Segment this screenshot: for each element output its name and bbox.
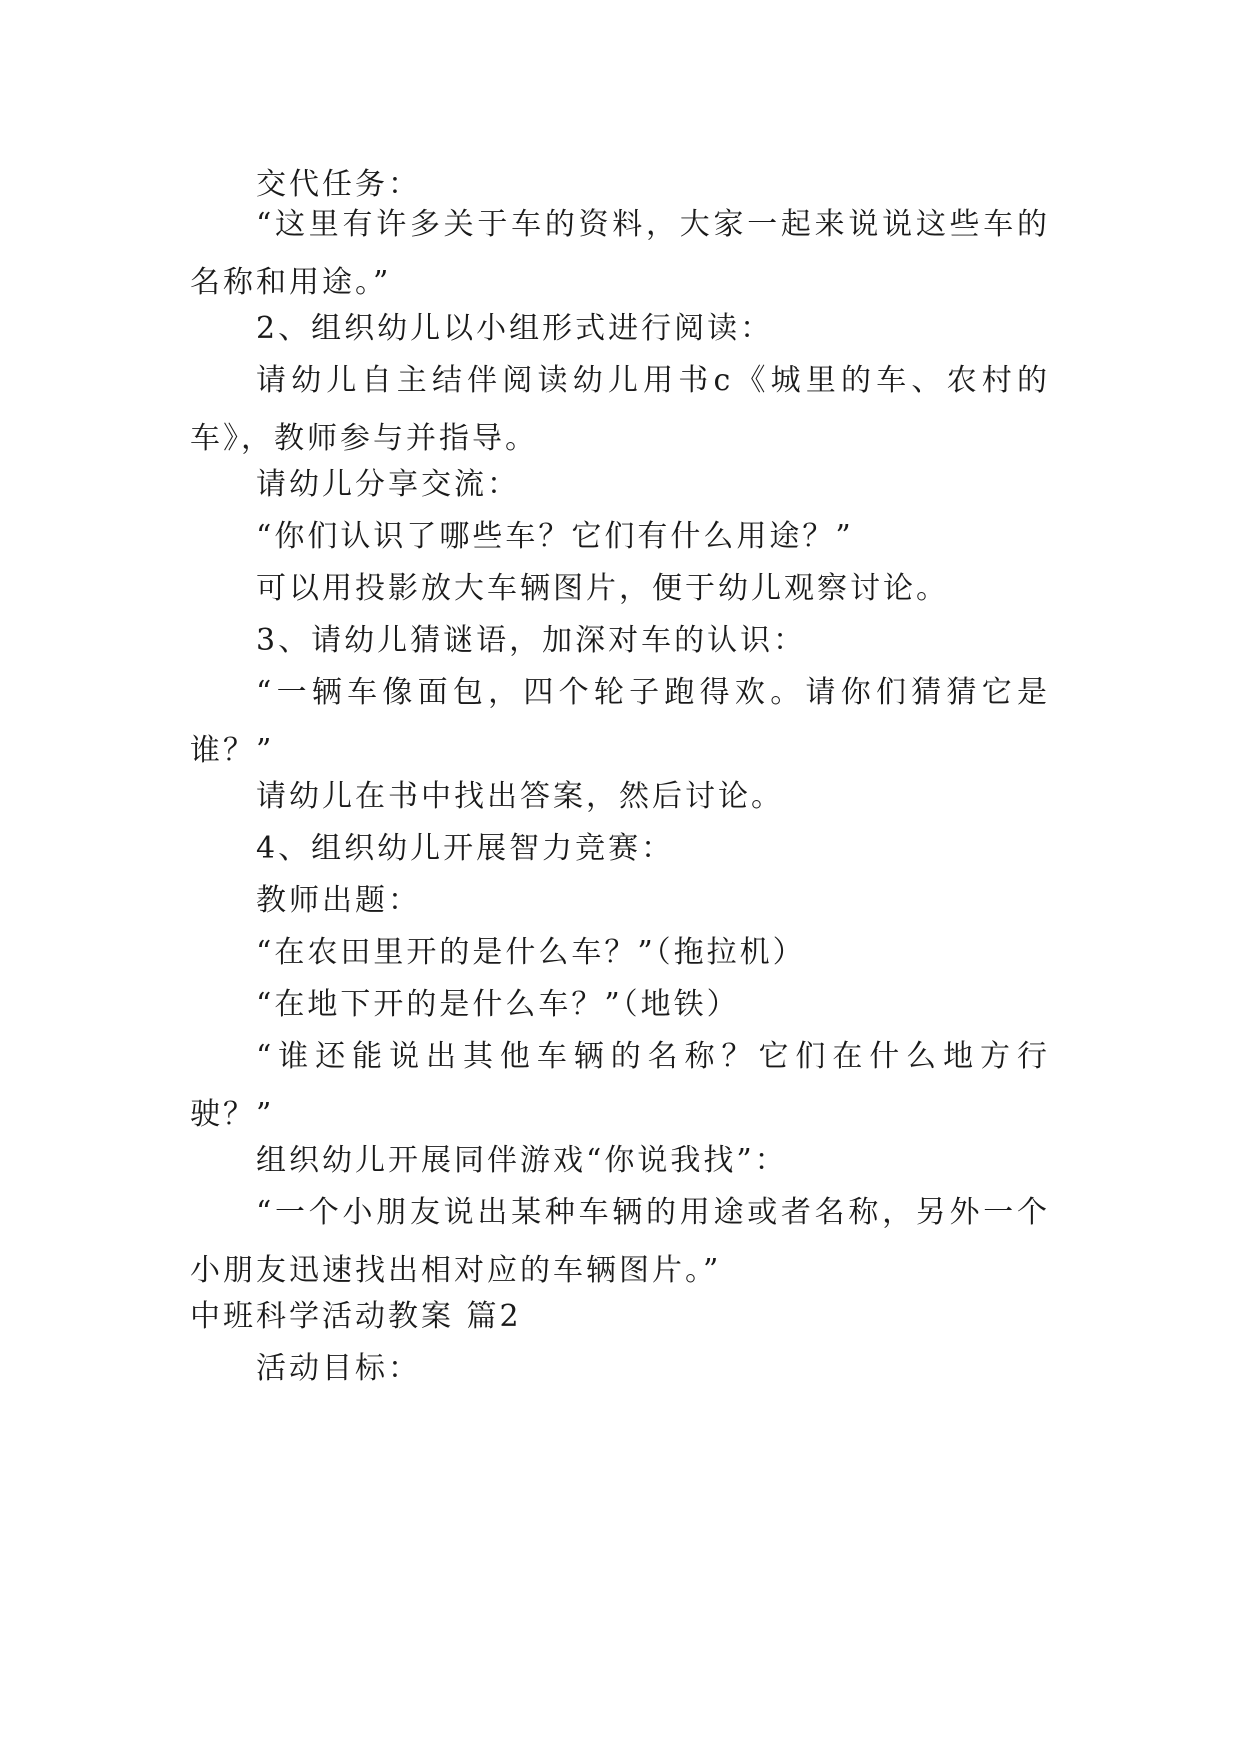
paragraph-quiz-3: “谁还能说出其他车辆的名称？它们在什么地方行驶？” [190, 1039, 1050, 1132]
paragraph-answer: 请幼儿在书中找出答案，然后讨论。 [256, 779, 784, 814]
paragraph-share: 请幼儿分享交流： [256, 467, 520, 502]
paragraph-projection: 可以用投影放大车辆图片，便于幼儿观察讨论。 [256, 571, 949, 606]
paragraph-riddle: “一辆车像面包，四个轮子跑得欢。请你们猜猜它是谁？” [190, 675, 1050, 768]
paragraph-step-3: 3、请幼儿猜谜语，加深对车的认识： [256, 623, 807, 658]
paragraph-step-2: 2、组织幼儿以小组形式进行阅读： [256, 311, 774, 346]
paragraph-teacher-question: 教师出题： [256, 883, 421, 918]
section-heading: 中班科学活动教案 篇2 [190, 1299, 522, 1334]
paragraph-game: 组织幼儿开展同伴游戏“你说我找”： [256, 1143, 788, 1178]
paragraph-step-4: 4、组织幼儿开展智力竞赛： [256, 831, 675, 866]
paragraph-quote-materials: “这里有许多关于车的资料，大家一起来说说这些车的名称和用途。” [190, 207, 1050, 300]
paragraph-quiz-1: “在农田里开的是什么车？”（拖拉机） [256, 935, 806, 970]
paragraph-reading: 请幼儿自主结伴阅读幼儿用书c《城里的车、农村的车》，教师参与并指导。 [190, 363, 1050, 456]
paragraph-task: 交代任务： [256, 167, 421, 202]
paragraph-quiz-2: “在地下开的是什么车？”（地铁） [256, 987, 740, 1022]
paragraph-game-rule: “一个小朋友说出某种车辆的用途或者名称，另外一个小朋友迅速找出相对应的车辆图片。” [190, 1195, 1050, 1288]
paragraph-quote-question: “你们认识了哪些车？它们有什么用途？” [256, 519, 854, 554]
paragraph-objectives: 活动目标： [256, 1351, 421, 1386]
